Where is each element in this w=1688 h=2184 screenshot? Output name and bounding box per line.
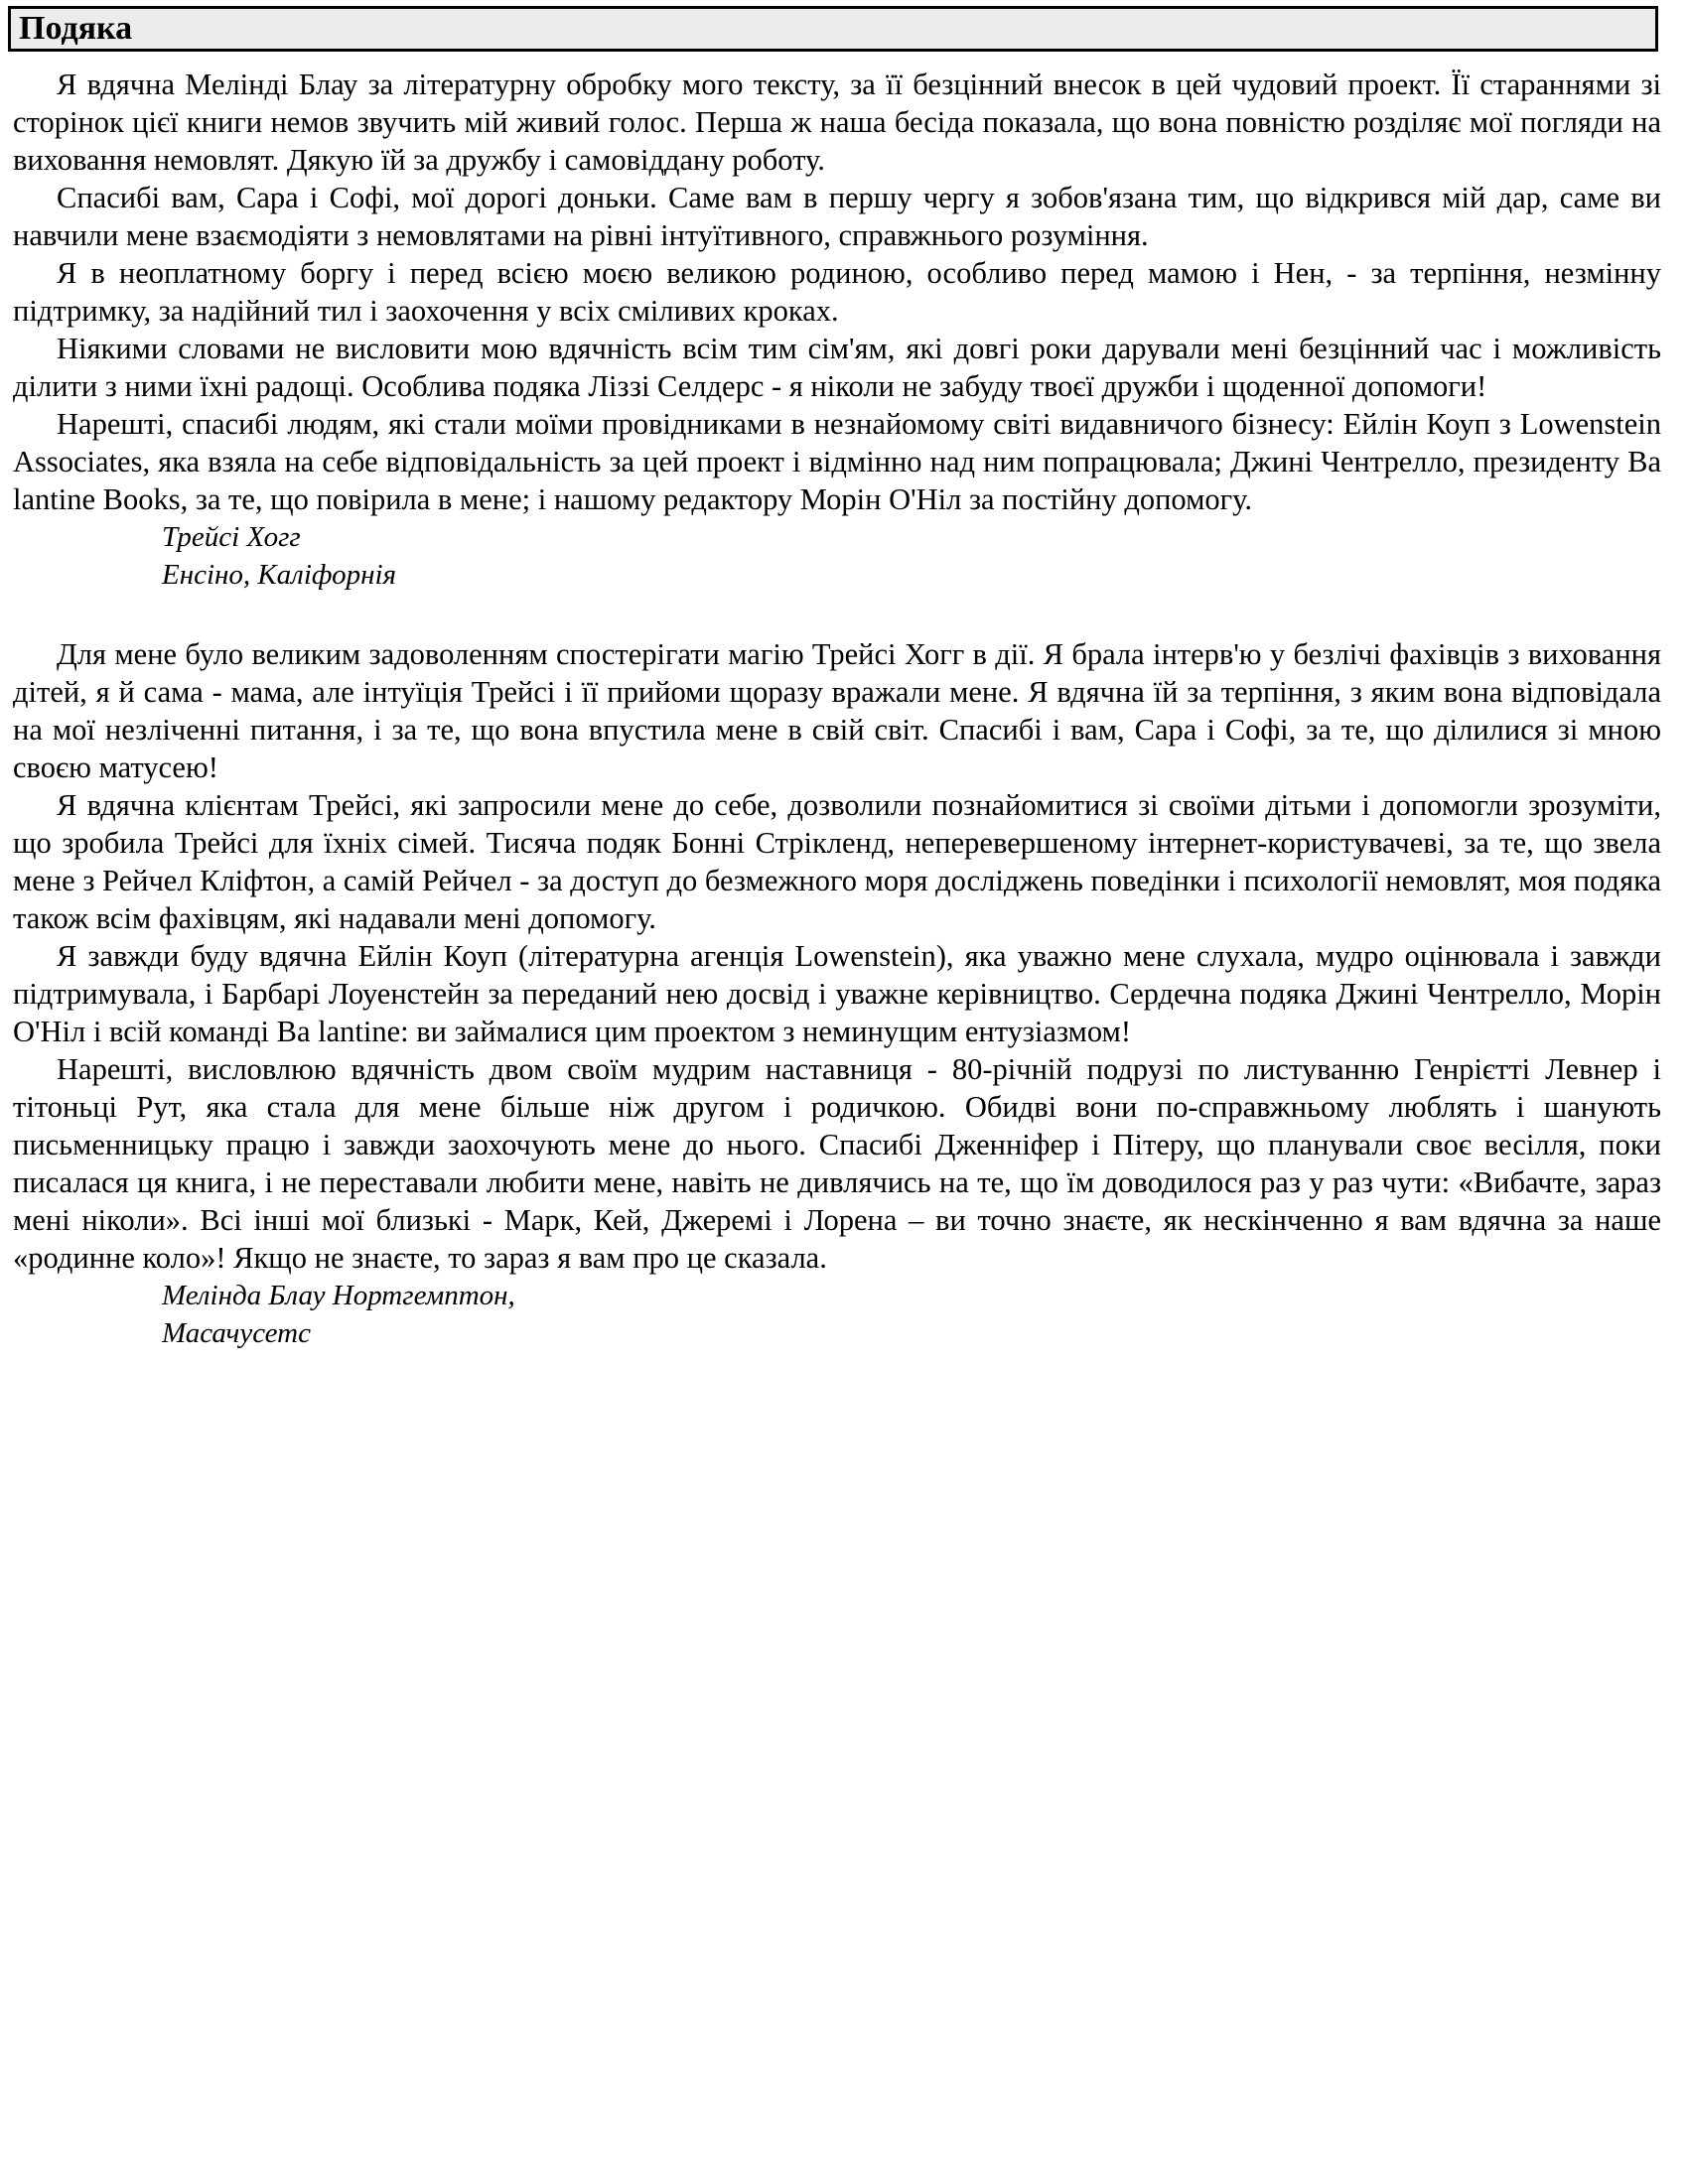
paragraph: Для мене було великим задоволенням спостерігати магію Трейсі Хогг в дії. Я брала інтерв'ю у безлічі фахівців з виховання дітей, я й сама - мама, але інтуїція Трейсі і її прийоми щоразу вражали мене. Я вдячна їй за терпіння, з яким вона відповідала на мої незліченні питання, і за те, що вона впустила мене в свій світ. Спасибі і вам, Сара і Софі, за те, що ділилися зі мною своєю матусею! (13, 637, 1661, 784)
acknowledgements-section-one (13, 66, 1661, 594)
document-body (13, 66, 1661, 1352)
acknowledgements-section-two (13, 635, 1661, 1352)
signature-location: Енсіно, Каліфорнія (162, 559, 397, 591)
section-divider-space (13, 594, 1661, 635)
signature-location: Масачусетс (162, 1317, 311, 1349)
paragraph: Я вдячна клієнтам Трейсі, які запросили мене до себе, дозволили познайомитися зі своїми дітьми і допомогли зрозуміти, що зробила Трейсі для їхніх сімей. Тисяча подяк Бонні Стрікленд, неперевершеному інтернет-користувачеві, за те, що звела мене з Рейчел Кліфтон, а самій Рейчел - за доступ до безмежного моря досліджень поведінки і психології немовлят, моя подяка також всім фахівцям, які надавали мені допомогу. (13, 788, 1661, 935)
paragraph: Спасибі вам, Сара і Софі, мої дорогі доньки. Саме вам в першу чергу я зобов'язана тим, що відкрився мій дар, саме ви навчили мене взаємодіяти з немовлятами на рівні інтуїтивного, справжнього розуміння. (13, 181, 1661, 252)
signature-author: Трейсі Хогг (162, 521, 301, 553)
section-heading-box (8, 6, 1658, 52)
paragraph: Я завжди буду вдячна Ейлін Коуп (літературна агенція Lowenstein), яка уважно мене слухала, мудро оцінювала і завжди підтримувала, і Барбарі Лоуенстейн за переданий нею досвід і уважне керівництво. Сердечна подяка Джині Чентрелло, Морін О'Ніл і всій команді Ba lantine: ви займалися цим проектом з неминущим ентузіазмом! (13, 939, 1661, 1048)
paragraph: Ніякими словами не висловити мою вдячність всім тим сім'ям, які довгі роки дарували мені безцінний час і можливість ділити з ними їхні радощі. Особлива подяка Ліззі Селдерс - я ніколи не забуду твоєї дружби і щоденної допомоги! (13, 332, 1661, 403)
paragraph: Нарешті, висловлюю вдячність двом своїм мудрим наставниця - 80-річній подрузі по листуванню Генрієтті Левнер і тітоньці Рут, яка стала для мене більше ніж другом і родичкою. Обидві вони по-справжньому люблять і шанують письменницьку працю і завжди заохочують мене до нього. Спасибі Дженніфер і Пітеру, що планували своє весілля, поки писалася ця книга, і не переставали любити мене, навіть не дивлячись на те, що їм доводилося раз у раз чути: «Вибачте, зараз мені ніколи». Всі інші мої близькі - Марк, Кей, Джеремі і Лорена – ви точно знаєте, як нескінченно я вам вдячна за наше «родинне коло»! Якщо не знаєте, то зараз я вам про це сказала. (13, 1052, 1661, 1275)
paragraph: Я в неоплатному боргу і перед всією моєю великою родиною, особливо перед мамою і Нен, - за терпіння, незмінну підтримку, за надійний тил і заохочення у всіх сміливих кроках. (13, 256, 1661, 328)
paragraph: Нарешті, спасибі людям, які стали моїми провідниками в незнайомому світі видавничого бізнесу: Ейлін Коуп з Lowenstein Associates, яка взяла на себе відповідальність за цей проект і відмінно над ним попрацювала; Джині Чентрелло, президенту Ba lantine Books, за те, що повірила в мене; і нашому редактору Морін О'Ніл за постійну допомогу. (13, 407, 1661, 516)
signature-author: Мелінда Блау Нортгемптон, (162, 1280, 515, 1311)
page-title: Подяка (19, 10, 133, 47)
paragraph: Я вдячна Мелінді Блау за літературну обробку мого тексту, за її безцінний внесок в цей чудовий проект. Її стараннями зі сторінок цієї книги немов звучить мій живий голос. Перша ж наша бесіда показала, що вона повністю розділяє мої погляди на виховання немовлят. Дякую їй за дружбу і самовіддану роботу. (13, 68, 1661, 177)
